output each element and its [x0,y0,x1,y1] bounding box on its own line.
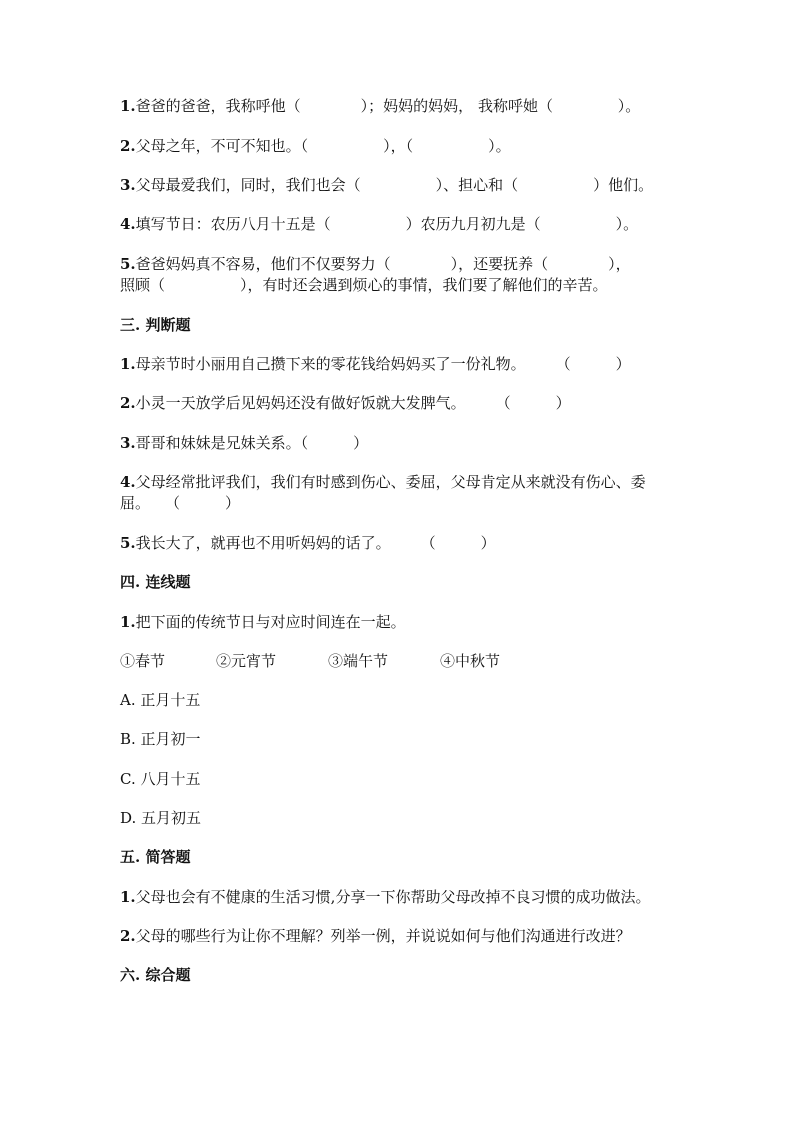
fill-question-5-continued: 照顾（ ），有时还会遇到烦心的事情，我们要了解他们的辛苦。 [120,276,608,294]
question-text: 父母的哪些行为让你不理解？列举一例，并说说如何与他们沟通进行改进？ [135,927,631,945]
fill-question-3 [120,175,653,195]
festival-options [120,651,500,671]
question-number: 1. [120,888,136,906]
fill-question-1 [120,96,640,116]
question-text: 父母最爱我们，同时，我们也会（ ）、担心和（ ）他们。 [135,176,654,194]
festival-option: ①春节 [120,652,166,670]
question-text: 爸爸的爸爸，我称呼他（ ）；妈妈的妈妈， 我称呼她（ ）。 [135,97,641,115]
section-title-short-answer: 五. 简答题 [120,848,191,866]
section-title-comprehensive: 六. 综合题 [120,966,191,984]
festival-option: ④中秋节 [440,652,501,670]
question-text: 父母也会有不健康的生活习惯,分享一下你帮助父母改掉不良习惯的成功做法。 [135,888,651,906]
question-text: 我长大了，就再也不用听妈妈的话了。 （ ） [135,534,496,552]
judge-question-4-continued: 屈。 （ ） [120,494,241,512]
question-text: 填写节日：农历八月十五是（ ）农历九月初九是（ ）。 [135,215,639,233]
question-text: 把下面的传统节日与对应时间连在一起。 [135,613,406,631]
question-text: 哥哥和妹妹是兄妹关系。（ ） [135,434,369,452]
question-text: 父母经常批评我们，我们有时感到伤心、委屈，父母肯定从来就没有伤心、委 [135,473,646,491]
question-number: 1. [120,613,136,631]
fill-question-4 [120,214,638,234]
time-option-a: A. 正月十五 [120,691,201,709]
fill-question-2 [120,136,511,156]
question-text: 小灵一天放学后见妈妈还没有做好饭就大发脾气。 （ ） [135,394,571,412]
fill-question-5 [120,254,631,274]
question-number: 2. [120,137,136,155]
short-answer-question-2 [120,926,631,946]
time-option-b: B. 正月初一 [120,730,201,748]
question-text: 父母之年，不可不知也。（ ），（ ）。 [135,137,511,155]
match-question-1 [120,612,406,632]
judge-question-2 [120,393,571,413]
festival-option: ②元宵节 [216,652,277,670]
judge-question-5 [120,533,496,553]
question-number: 1. [120,97,136,115]
question-number: 4. [120,473,136,491]
judge-question-4 [120,472,646,492]
short-answer-question-1 [120,887,650,907]
judge-question-1 [120,354,631,374]
question-text: 爸爸妈妈真不容易，他们不仅要努力（ ），还要抚养（ ）， [135,255,631,273]
judge-question-3 [120,433,368,453]
time-option-c: C. 八月十五 [120,770,201,788]
festival-option: ③端午节 [328,652,389,670]
section-title-match: 四. 连线题 [120,573,191,591]
question-number: 5. [120,255,136,273]
question-number: 2. [120,394,136,412]
question-number: 4. [120,215,136,233]
question-text: 母亲节时小丽用自己攒下来的零花钱给妈妈买了一份礼物。 （ ） [135,355,631,373]
question-number: 3. [120,434,136,452]
question-number: 2. [120,927,136,945]
question-number: 1. [120,355,136,373]
question-number: 3. [120,176,136,194]
section-title-judge: 三. 判断题 [120,316,191,334]
time-option-d: D. 五月初五 [120,809,202,827]
question-number: 5. [120,534,136,552]
